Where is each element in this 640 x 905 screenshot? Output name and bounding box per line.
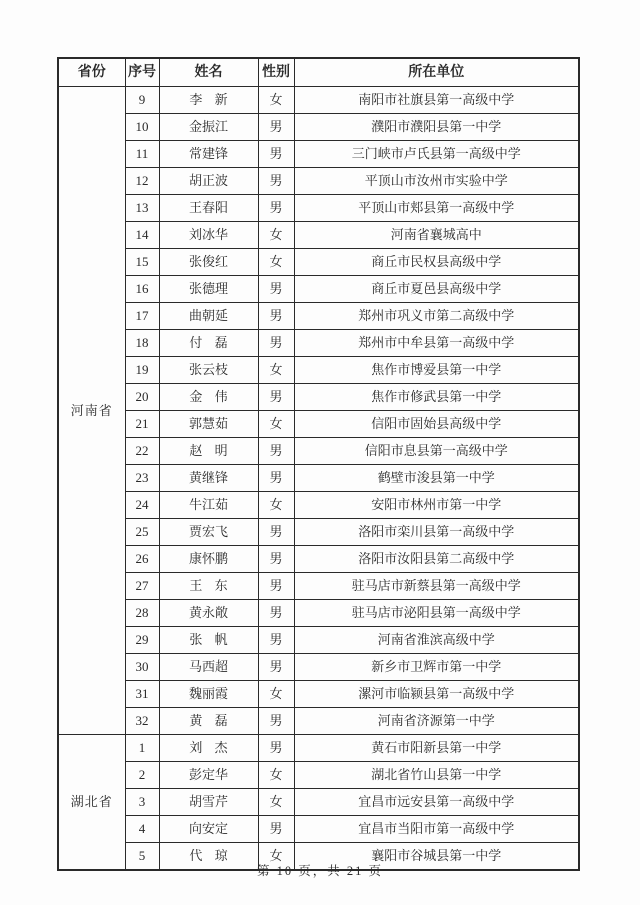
gender-cell: 男 (258, 627, 294, 654)
name-cell: 郭慧茹 (159, 411, 258, 438)
serial-cell: 10 (125, 114, 159, 141)
table-row (58, 141, 579, 168)
gender-cell: 女 (258, 357, 294, 384)
name-cell: 赵 明 (159, 438, 258, 465)
name-cell: 胡正波 (159, 168, 258, 195)
table-row (58, 114, 579, 141)
table-row (58, 411, 579, 438)
gender-cell: 男 (258, 465, 294, 492)
table-row (58, 762, 579, 789)
unit-cell: 河南省淮滨高级中学 (294, 627, 579, 654)
gender-cell: 男 (258, 438, 294, 465)
unit-cell: 黄石市阳新县第一中学 (294, 735, 579, 762)
roster-table (57, 57, 580, 871)
name-cell: 胡雪芹 (159, 789, 258, 816)
gender-cell: 女 (258, 492, 294, 519)
unit-cell: 驻马店市新蔡县第一高级中学 (294, 573, 579, 600)
unit-cell: 焦作市修武县第一中学 (294, 384, 579, 411)
unit-cell: 安阳市林州市第一中学 (294, 492, 579, 519)
gender-cell: 女 (258, 249, 294, 276)
gender-cell: 男 (258, 303, 294, 330)
name-cell: 金振江 (159, 114, 258, 141)
gender-cell: 女 (258, 222, 294, 249)
serial-cell: 31 (125, 681, 159, 708)
table-row (58, 222, 579, 249)
serial-cell: 5 (125, 843, 159, 871)
province-cell: 河南省 (58, 87, 125, 735)
table-row (58, 384, 579, 411)
unit-cell: 宜昌市当阳市第一高级中学 (294, 816, 579, 843)
table-row (58, 357, 579, 384)
serial-cell: 4 (125, 816, 159, 843)
unit-cell: 濮阳市濮阳县第一中学 (294, 114, 579, 141)
unit-cell: 驻马店市泌阳县第一高级中学 (294, 600, 579, 627)
unit-cell: 漯河市临颍县第一高级中学 (294, 681, 579, 708)
serial-cell: 13 (125, 195, 159, 222)
serial-cell: 24 (125, 492, 159, 519)
unit-cell: 洛阳市汝阳县第二高级中学 (294, 546, 579, 573)
name-cell: 刘冰华 (159, 222, 258, 249)
header-serial: 序号 (125, 58, 159, 87)
serial-cell: 1 (125, 735, 159, 762)
unit-cell: 鹤壁市浚县第一中学 (294, 465, 579, 492)
serial-cell: 25 (125, 519, 159, 546)
gender-cell: 男 (258, 114, 294, 141)
table-row (58, 303, 579, 330)
gender-cell: 男 (258, 330, 294, 357)
name-cell: 王 东 (159, 573, 258, 600)
table-row (58, 681, 579, 708)
province-cell: 湖北省 (58, 735, 125, 871)
gender-cell: 女 (258, 843, 294, 871)
table-row (58, 708, 579, 735)
name-cell: 贾宏飞 (159, 519, 258, 546)
name-cell: 代 琼 (159, 843, 258, 871)
unit-cell: 信阳市固始县高级中学 (294, 411, 579, 438)
unit-cell: 信阳市息县第一高级中学 (294, 438, 579, 465)
gender-cell: 男 (258, 735, 294, 762)
serial-cell: 28 (125, 600, 159, 627)
table-row (58, 249, 579, 276)
name-cell: 金 伟 (159, 384, 258, 411)
unit-cell: 宜昌市远安县第一高级中学 (294, 789, 579, 816)
gender-cell: 男 (258, 384, 294, 411)
name-cell: 马西超 (159, 654, 258, 681)
table-row (58, 87, 579, 114)
gender-cell: 男 (258, 573, 294, 600)
serial-cell: 12 (125, 168, 159, 195)
table-row (58, 600, 579, 627)
table-row (58, 573, 579, 600)
table-row (58, 438, 579, 465)
unit-cell: 河南省襄城高中 (294, 222, 579, 249)
serial-cell: 27 (125, 573, 159, 600)
serial-cell: 23 (125, 465, 159, 492)
table-row (58, 195, 579, 222)
name-cell: 彭定华 (159, 762, 258, 789)
gender-cell: 男 (258, 708, 294, 735)
table-row (58, 492, 579, 519)
table-row (58, 816, 579, 843)
serial-cell: 15 (125, 249, 159, 276)
serial-cell: 30 (125, 654, 159, 681)
table-row (58, 330, 579, 357)
gender-cell: 女 (258, 411, 294, 438)
unit-cell: 襄阳市谷城县第一中学 (294, 843, 579, 871)
unit-cell: 湖北省竹山县第一中学 (294, 762, 579, 789)
unit-cell: 新乡市卫辉市第一中学 (294, 654, 579, 681)
name-cell: 张俊红 (159, 249, 258, 276)
table-row (58, 627, 579, 654)
gender-cell: 男 (258, 654, 294, 681)
gender-cell: 男 (258, 195, 294, 222)
name-cell: 曲朝延 (159, 303, 258, 330)
name-cell: 付 磊 (159, 330, 258, 357)
serial-cell: 18 (125, 330, 159, 357)
unit-cell: 河南省济源第一中学 (294, 708, 579, 735)
serial-cell: 22 (125, 438, 159, 465)
unit-cell: 三门峡市卢氏县第一高级中学 (294, 141, 579, 168)
name-cell: 张 帆 (159, 627, 258, 654)
name-cell: 刘 杰 (159, 735, 258, 762)
gender-cell: 男 (258, 546, 294, 573)
name-cell: 黄继锋 (159, 465, 258, 492)
table-row (58, 465, 579, 492)
gender-cell: 女 (258, 681, 294, 708)
serial-cell: 16 (125, 276, 159, 303)
table-row (58, 546, 579, 573)
gender-cell: 女 (258, 762, 294, 789)
serial-cell: 17 (125, 303, 159, 330)
header-row (58, 58, 579, 87)
gender-cell: 男 (258, 816, 294, 843)
name-cell: 魏丽霞 (159, 681, 258, 708)
gender-cell: 男 (258, 600, 294, 627)
unit-cell: 商丘市夏邑县高级中学 (294, 276, 579, 303)
unit-cell: 平顶山市汝州市实验中学 (294, 168, 579, 195)
serial-cell: 32 (125, 708, 159, 735)
unit-cell: 南阳市社旗县第一高级中学 (294, 87, 579, 114)
gender-cell: 女 (258, 87, 294, 114)
unit-cell: 洛阳市栾川县第一高级中学 (294, 519, 579, 546)
serial-cell: 26 (125, 546, 159, 573)
header-province: 省份 (58, 58, 125, 87)
unit-cell: 平顶山市郏县第一高级中学 (294, 195, 579, 222)
serial-cell: 3 (125, 789, 159, 816)
name-cell: 康怀鹏 (159, 546, 258, 573)
unit-cell: 焦作市博爱县第一中学 (294, 357, 579, 384)
name-cell: 黄永敞 (159, 600, 258, 627)
table-row (58, 789, 579, 816)
name-cell: 常建锋 (159, 141, 258, 168)
table-row (58, 654, 579, 681)
unit-cell: 郑州市中牟县第一高级中学 (294, 330, 579, 357)
table-row (58, 276, 579, 303)
name-cell: 王春阳 (159, 195, 258, 222)
serial-cell: 19 (125, 357, 159, 384)
unit-cell: 商丘市民权县高级中学 (294, 249, 579, 276)
serial-cell: 29 (125, 627, 159, 654)
table-row (58, 735, 579, 762)
name-cell: 黄 磊 (159, 708, 258, 735)
serial-cell: 20 (125, 384, 159, 411)
gender-cell: 男 (258, 519, 294, 546)
gender-cell: 女 (258, 789, 294, 816)
name-cell: 张云枝 (159, 357, 258, 384)
name-cell: 牛江茹 (159, 492, 258, 519)
table-row (58, 519, 579, 546)
serial-cell: 21 (125, 411, 159, 438)
serial-cell: 11 (125, 141, 159, 168)
serial-cell: 14 (125, 222, 159, 249)
gender-cell: 男 (258, 276, 294, 303)
header-name: 姓名 (159, 58, 258, 87)
page-number: 第 10 页，共 21 页 (256, 864, 383, 878)
gender-cell: 男 (258, 168, 294, 195)
table-row (58, 168, 579, 195)
header-unit: 所在单位 (294, 58, 579, 87)
gender-cell: 男 (258, 141, 294, 168)
serial-cell: 9 (125, 87, 159, 114)
name-cell: 张德理 (159, 276, 258, 303)
name-cell: 向安定 (159, 816, 258, 843)
name-cell: 李 新 (159, 87, 258, 114)
unit-cell: 郑州市巩义市第二高级中学 (294, 303, 579, 330)
header-gender: 性别 (258, 58, 294, 87)
serial-cell: 2 (125, 762, 159, 789)
